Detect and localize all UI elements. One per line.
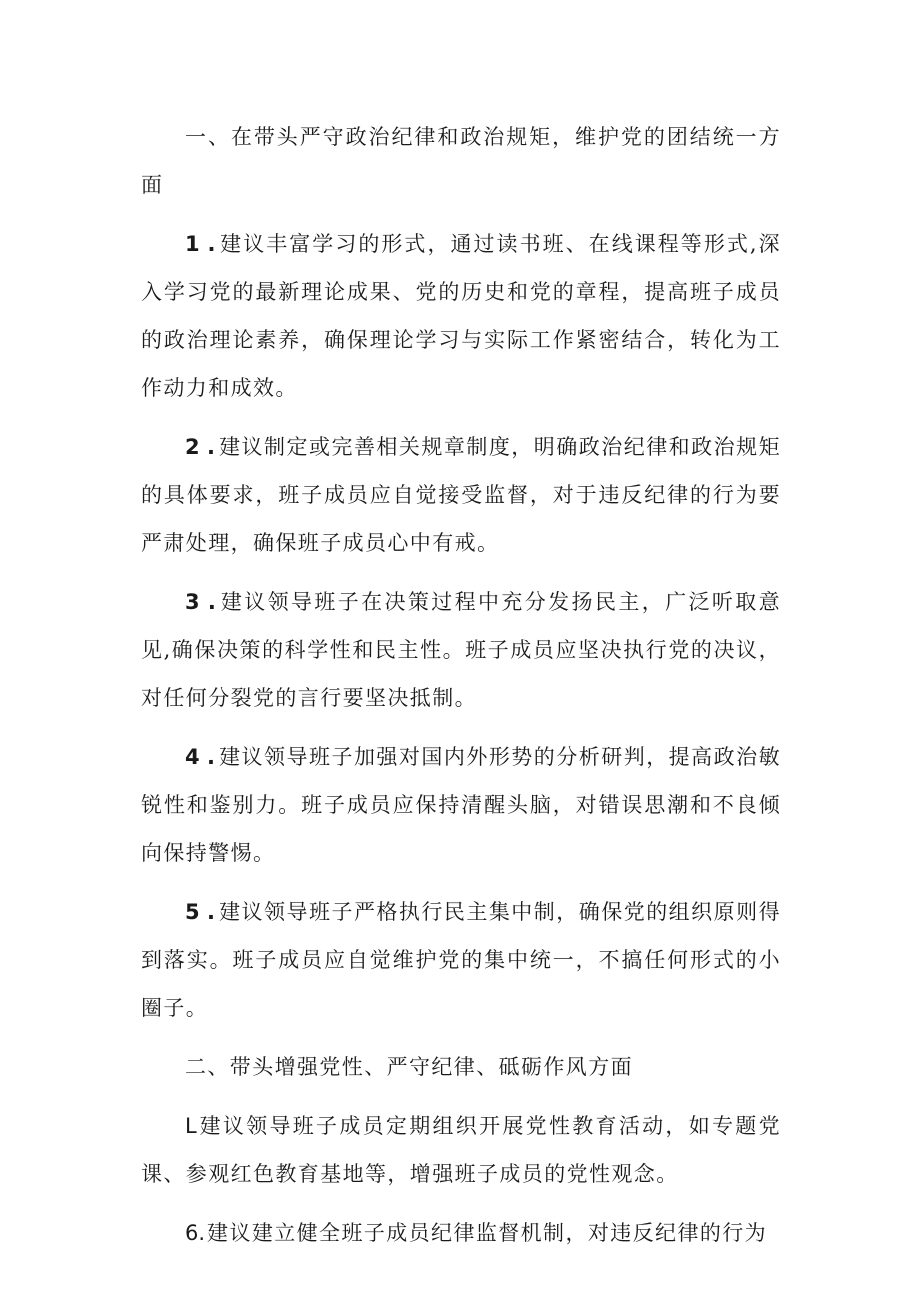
section-heading-1	[141, 113, 781, 209]
item-number: 2 .	[185, 435, 215, 459]
item-text: 建议领导班子在决策过程中充分发扬民主，广泛听取意见,确保决策的科学性和民主性。班子成员应坚决执行党的决议，对任何分裂党的言行要坚决抵制。	[141, 590, 781, 710]
item-text: 建议领导班子加强对国内外形势的分析研判，提高政治敏锐性和鉴别力。班子成员应保持清醒头脑，对错误思潮和不良倾向保持警惕。	[141, 745, 781, 865]
item-text: 建议领导班子严格执行民主集中制，确保党的组织原则得到落实。班子成员应自觉维护党的集中统一，不搞任何形式的小圈子。	[141, 900, 781, 1020]
item-number: 1 .	[185, 232, 216, 256]
suggestion-item-1	[141, 220, 781, 412]
item-text: 建议建立健全班子成员纪律监督机制，对违反纪律的行为	[207, 1221, 768, 1245]
item-text: 建议丰富学习的形式，通过读书班、在线课程等形式,深入学习党的最新理论成果、党的历史和党的章程，提高班子成员的政治理论素养，确保理论学习与实际工作紧密结合，转化为工作动力和成效。	[141, 232, 781, 400]
heading-text: 一、在带头严守政治纪律和政治规矩，维护党的团结统一方面	[141, 125, 781, 197]
heading-text: 二、带头增强党性、严守纪律、砥砺作风方面	[185, 1055, 633, 1079]
suggestion-item-3	[141, 578, 781, 722]
suggestion-item-6	[141, 1209, 781, 1257]
item-number: 4 .	[185, 745, 215, 769]
section-heading-2	[141, 1043, 781, 1091]
item-number: 6.	[185, 1221, 206, 1245]
suggestion-item-4	[141, 733, 781, 877]
item-text: 建议制定或完善相关规章制度，明确政治纪律和政治规矩的具体要求，班子成员应自觉接受监督，对于违反纪律的行为要严肃处理，确保班子成员心中有戒。	[141, 435, 781, 555]
suggestion-item-5	[141, 888, 781, 1032]
item-text: 建议领导班子成员定期组织开展党性教育活动，如专题党课、参观红色教育基地等，增强班子成员的党性观念。	[141, 1114, 781, 1186]
item-number: 3 .	[185, 590, 216, 614]
item-number: L	[185, 1114, 197, 1138]
suggestion-item-2	[141, 423, 781, 567]
item-number: 5 .	[185, 900, 215, 924]
document-body	[141, 113, 781, 1268]
suggestion-item-L	[141, 1102, 781, 1198]
